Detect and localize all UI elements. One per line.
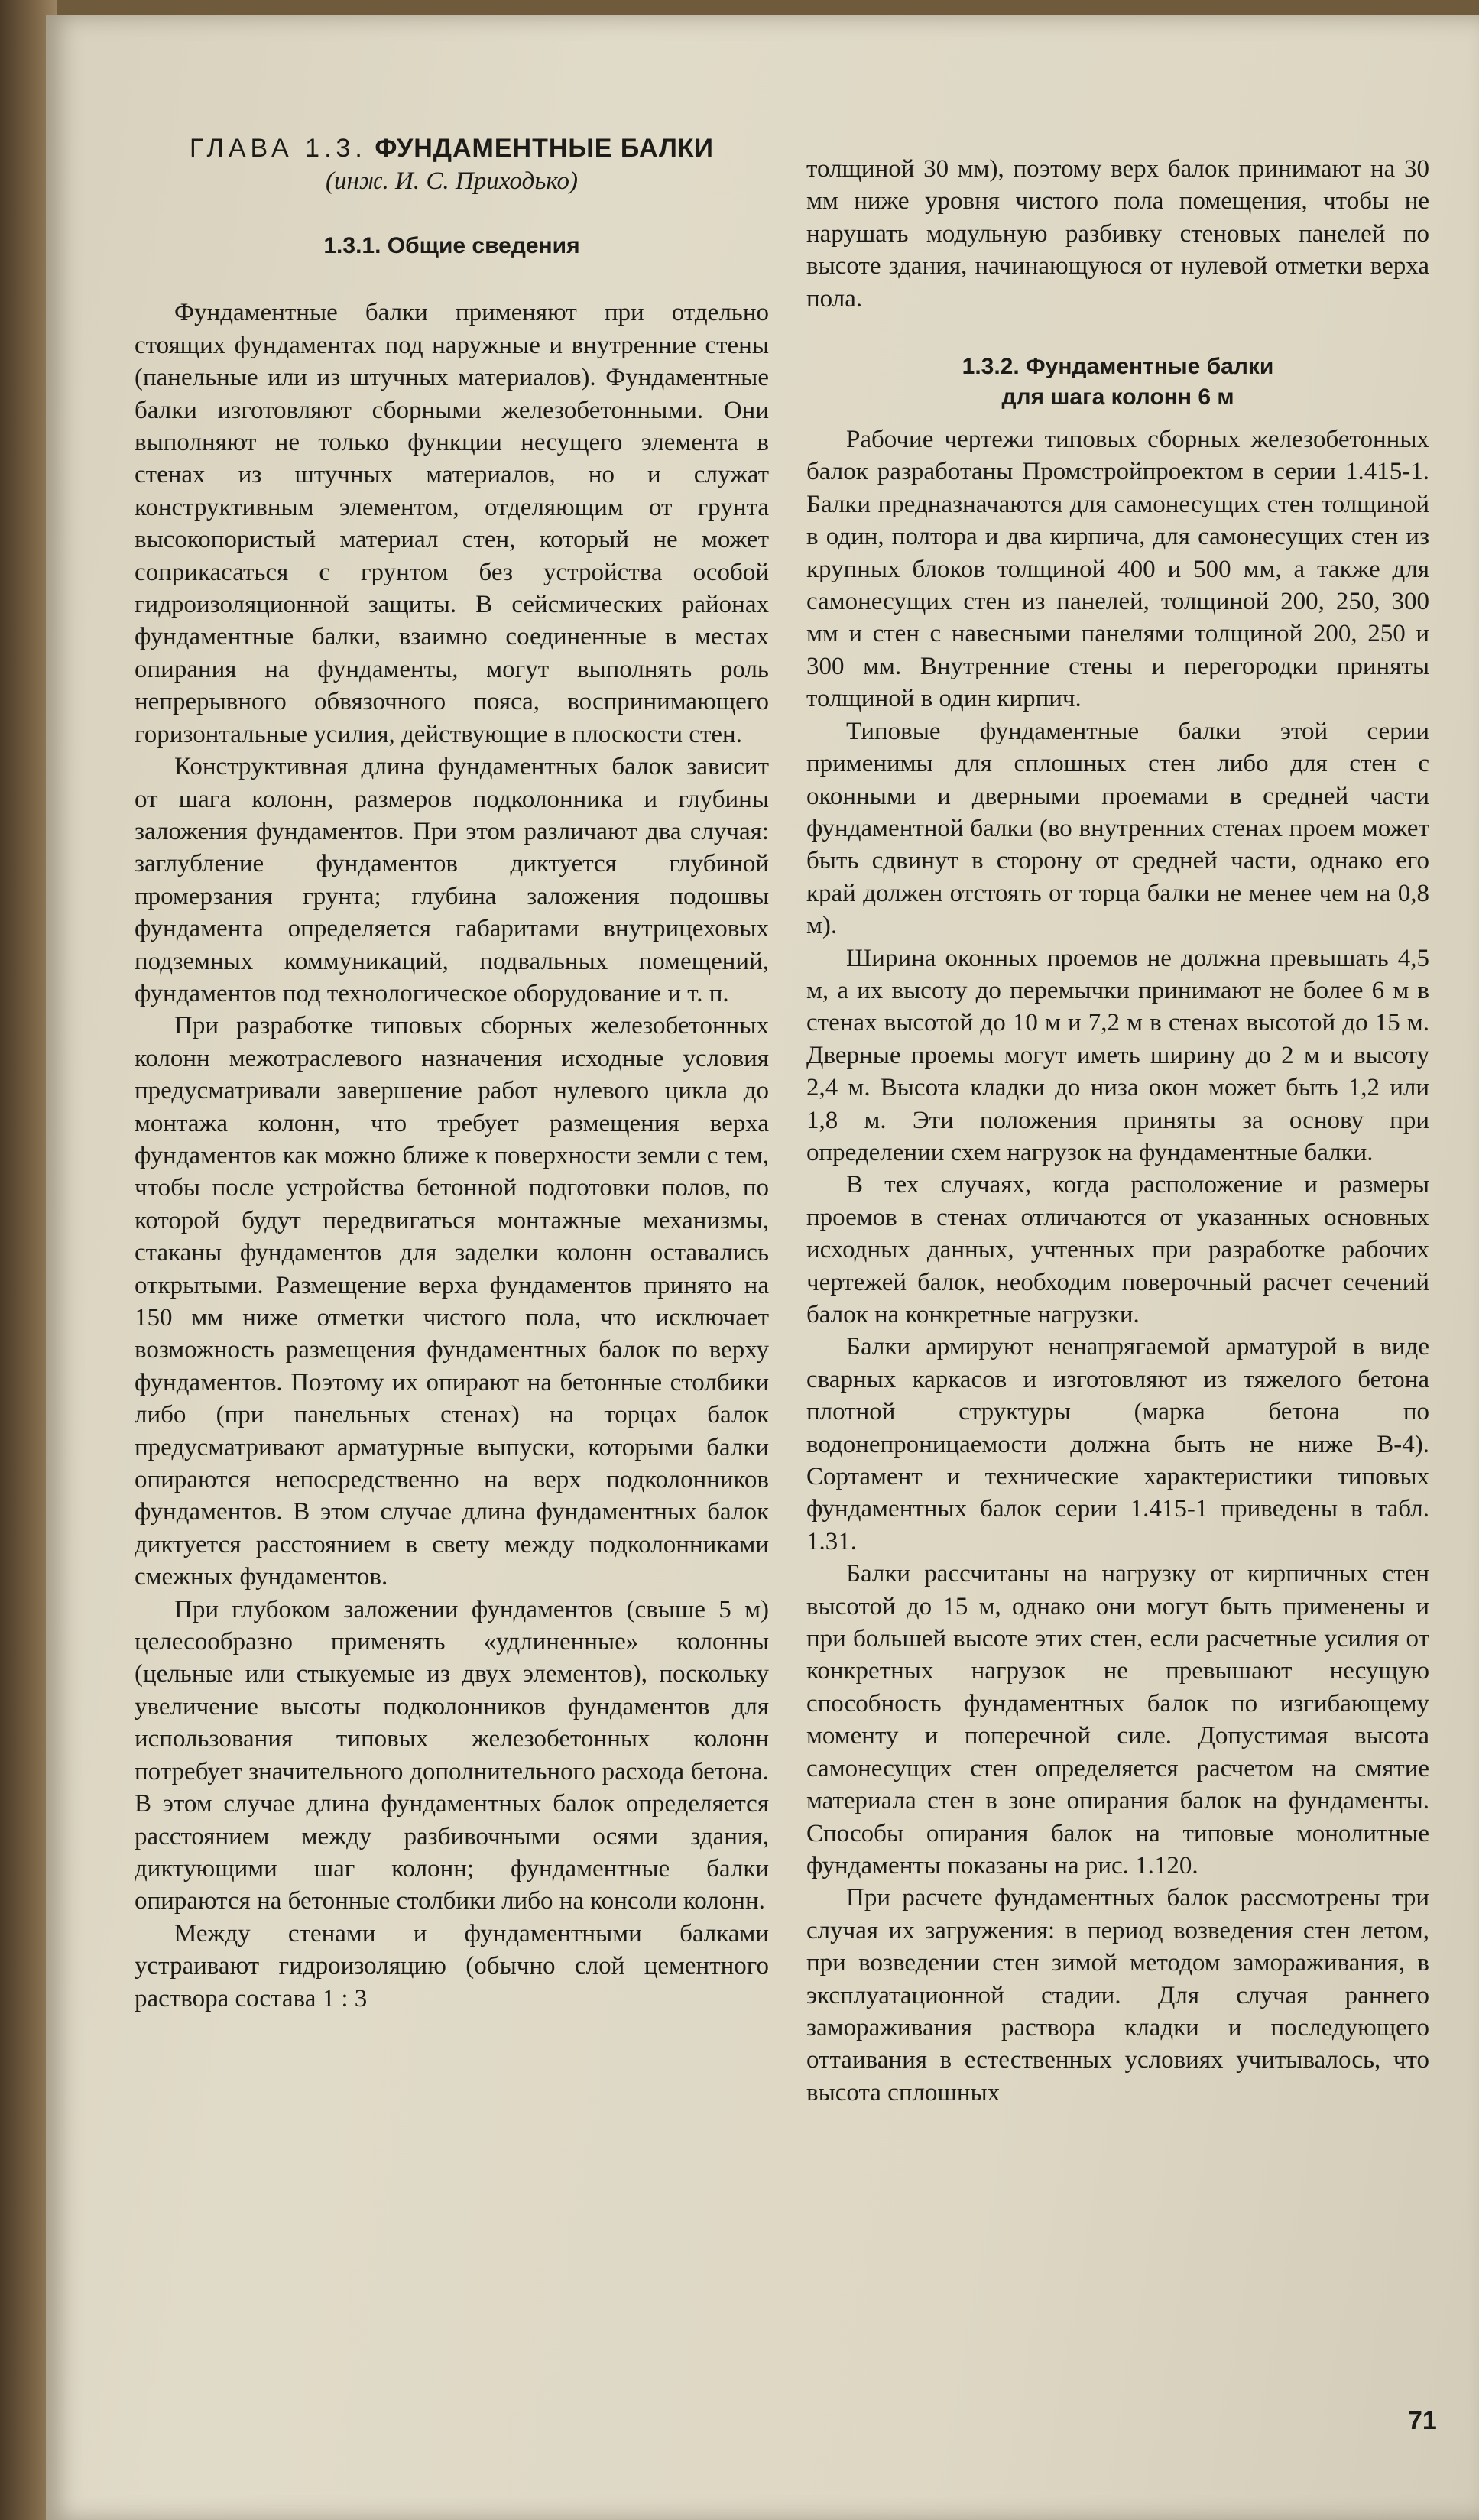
right-paragraph: При расчете фундаментных балок рассмотрены три случая их загружения: в период возведения стен летом, при возведении стен зимой методом замораживания, в эксплуатационной стадии. Для случая раннего замораживания раствора кладки и последующего оттаивания в естественных условиях учитывалось, что высота сплошных	[806, 1884, 1429, 2106]
chapter-label: ГЛАВА 1.3.	[190, 134, 367, 163]
left-column	[135, 131, 769, 2015]
left-paragraph: Конструктивная длина фундаментных балок зависит от шага колонн, размеров подколонника и глубины заложения фундаментов. При этом различают два случая: заглубление фундаментов диктуется глубиной промерзания грунта; глубина заложения подошвы фундамента определяется габаритами внутрицеховых подземных коммуникаций, подвальных помещений, фундаментов под технологическое оборудование и т. п.	[135, 753, 769, 1007]
section-heading-line-1: 1.3.2. Фундаментные балки	[962, 354, 1274, 380]
chapter-heading	[135, 131, 769, 165]
right-paragraph: Типовые фундаментные балки этой серии применимы для сплошных стен либо для стен с оконными и дверными проемами в средней части фундаментной балки (во внутренних стенах проем может быть сдвинут в сторону от средней части, однако его край должен отстоять от торца балки не менее чем на 0,8 м).	[806, 717, 1429, 940]
right-paragraph: В тех случаях, когда расположение и размеры проемов в стенах отличаются от указанных основных исходных данных, учтенных при разработке рабочих чертежей балок, необходим поверочный расчет сечений балок на конкретные нагрузки.	[806, 1171, 1429, 1328]
left-paragraph: При глубоком заложении фундаментов (свыше 5 м) целесообразно применять «удлиненные» колонны (цельные или стыкуемые из двух элементов), поскольку увеличение высоты подколонников фундаментов для использования типовых железобетонных колонн потребует значительного дополнительного расхода бетона. В этом случае длина фундаментных балок определяется расстоянием между разбивочными осями здания, диктующими шаг колонн; фундаментные балки опираются на бетонные столбики либо на консоли колонн.	[135, 1595, 769, 1915]
right-paragraph: Балки рассчитаны на нагрузку от кирпичных стен высотой до 15 м, однако они могут быть применены и при большей высоте этих стен, если расчетные усилия от конкретных нагрузок не превышают несущую способность фундаментных балок по изгибающему моменту и поперечной силе. Допустимая высота самонесущих стен определяется расчетом на смятие материала стен в зоне опирания балок на фундаменты. Способы опирания балок на типовые монолитные фундаменты показаны на рис. 1.120.	[806, 1560, 1429, 1879]
chapter-author: (инж. И. С. Приходько)	[326, 167, 578, 195]
right-column	[806, 153, 1429, 2109]
page-number: 71	[1408, 2406, 1437, 2435]
left-paragraph: Фундаментные балки применяют при отдельно стоящих фундаментах под наружные и внутренние стены (панельные или из штучных материалов). Фундаментные балки изготовляют сборными железобетонными. Они выполняют не только функции несущего элемента в стенах из штучных материалов, но и служат конструктивным элементом, отделяющим от грунта высокопористый материал стен, который не может соприкасаться с грунтом без устройства особой гидроизоляционной защиты. В сейсмических районах фундаментные балки, взаимно соединенные в местах опирания на фундаменты, могут выполнять роль непрерывного обвязочного пояса, воспринимающего горизонтальные усилия, действующие в плоскости стен.	[135, 299, 769, 748]
section-heading-1-3-2	[806, 352, 1429, 413]
right-paragraph: Ширина оконных проемов не должна превышать 4,5 м, а их высоту до перемычки принимают не более 6 м в стенах высотой до 10 м и 7,2 м в стенах высотой до 15 м. Дверные проемы могут иметь ширину до 2 м и высоту 2,4 м. Высота кладки до низа окон может быть 1,2 или 1,8 м. Эти положения приняты за основу при определении схем нагрузок на фундаментные балки.	[806, 944, 1429, 1166]
section-heading-1-3-1: 1.3.1. Общие сведения	[323, 233, 580, 259]
right-continuation-paragraph: толщиной 30 мм), поэтому верх балок принимают на 30 мм ниже уровня чистого пола помещения, чтобы не нарушать модульную разбивку стеновых панелей по высоте здания, начинающуюся от нулевой отметки верха пола.	[806, 155, 1429, 313]
right-paragraph: Рабочие чертежи типовых сборных железобетонных балок разработаны Промстройпроектом в серии 1.415-1. Балки предназначаются для самонесущих стен толщиной в один, полтора и два кирпича, для самонесущих стен из крупных блоков толщиной 400 и 500 мм, а также для самонесущих стен из панелей, толщиной 200, 250, 300 мм и стен с навесными панелями толщиной 200, 250 и 300 мм. Внутренние стены и перегородки приняты толщиной в один кирпич.	[806, 426, 1429, 713]
right-paragraph: Балки армируют ненапрягаемой арматурой в виде сварных каркасов и изготовляют из тяжелого бетона плотной структуры (марка бетона по водонепроницаемости должна быть не ниже В-4). Сортамент и технические характеристики типовых фундаментных балок серии 1.415-1 приведены в табл. 1.31.	[806, 1333, 1429, 1555]
section-heading-line-2: для шага колонн 6 м	[1001, 384, 1234, 410]
chapter-title: ФУНДАМЕНТНЫЕ БАЛКИ	[375, 134, 714, 163]
left-paragraph: При разработке типовых сборных железобетонных колонн межотраслевого назначения исходные условия предусматривали завершение работ нулевого цикла до монтажа колонн, что требует размещения верха фундаментов как можно ближе к поверхности земли с тем, чтобы после устройства бетонной подготовки полов, по которой будут передвигаться монтажные механизмы, стаканы фундаментов для заделки колонн оставались открытыми. Размещение верха фундаментов принято на 150 мм ниже отметки чистого пола, что исключает возможность размещения фундаментных балок по верху фундаментов. Поэтому их опирают на бетонные столбики либо (при панельных стенах) на торцах балок предусматривают арматурные выпуски, которыми балки опираются непосредственно на верх подколонников фундаментов. В этом случае длина фундаментных балок диктуется расстоянием в свету между подколонниками смежных фундаментов.	[135, 1012, 769, 1591]
left-paragraph: Между стенами и фундаментными балками устраивают гидроизоляцию (обычно слой цементного раствора состава 1 : 3	[135, 1919, 769, 2012]
